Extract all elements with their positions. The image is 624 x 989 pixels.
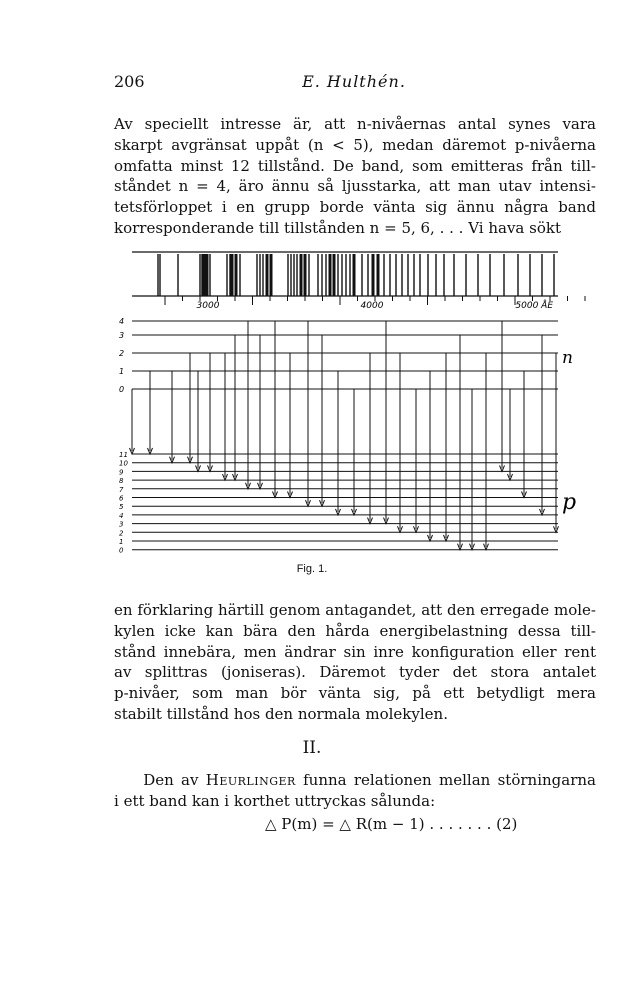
paragraph-line: korresponderande till tillstånden n = 5, 6, . . . Vi hava sökt [114,218,561,237]
p-level-label: 7 [119,485,124,494]
paragraph-line: skarpt avgränsat uppåt (n < 5), medan däremot p-nivåerna [114,135,596,154]
n-level-label: 4 [119,317,125,326]
paragraph-line: ståndet n = 4, äro ännu så ljusstarka, att man utav intensi- [114,177,596,196]
figure-caption: Fig. 1. [296,563,328,575]
author-name: Heurlinger [205,771,296,789]
paragraph-line: i ett band kan i korthet uttryckas sålunda: [114,791,436,810]
p-level-label: 2 [119,529,124,538]
p-series-label: p [562,490,577,515]
scale-label: 5000 ÅE [515,301,553,311]
p-level-label: 5 [119,503,124,512]
page-header [114,72,594,96]
p-level-label: 3 [119,520,124,529]
n-level-label: 2 [119,349,125,358]
paragraph-line: p-nivåer, som man bör vänta sig, på ett betydligt mera [114,684,596,703]
running-title: E. Hulthén. [302,72,406,91]
paragraph-1 [114,114,596,239]
page-number: 206 [114,72,145,91]
paragraph-line: omfatta minst 12 tillstånd. De band, som emitteras från till- [114,156,596,175]
scale-label: 4000 [360,301,384,311]
p-level-label: 4 [119,511,124,520]
p-level-label: 11 [119,451,128,459]
wavelength-scale [165,296,585,311]
paragraph-line: Den av Heurlinger funna relationen mellan störningarna [143,771,596,789]
n-level-label: 3 [119,331,125,340]
section-heading: II. [302,738,322,758]
paragraph-line: stabilt tillstånd hos den normala molekylen. [114,704,448,723]
paragraph-line: kylen icke kan bära den hårda energibelastning dessa till- [114,621,596,640]
paragraph-2 [114,600,596,725]
band-spectrum [132,252,558,296]
p-level-label: 9 [119,468,124,477]
p-level-label: 6 [119,494,124,503]
p-level-label: 10 [119,459,128,468]
scale-label: 3000 [196,301,220,311]
energy-level-figure [110,242,590,557]
paragraph-line: av splittras (joniseras). Däremot tyder det stora antalet [114,663,596,682]
paragraph-line: en förklaring härtill genom antagandet, att den erregade mole- [114,601,596,619]
p-level-label: 1 [119,538,124,546]
paragraph-3 [114,770,596,812]
paragraph-line: stånd innebära, men ändrar sin inre konfiguration eller rent [114,642,596,661]
paragraph-line: Av speciellt intresse är, att n-nivåernas antal synes vara [114,115,596,133]
n-series-label: n [562,348,573,368]
n-level-label: 0 [119,385,125,394]
p-level-label: 0 [119,546,124,555]
n-level-label: 1 [119,367,125,376]
p-level-label: 8 [119,477,124,486]
energy-levels [119,317,576,555]
equation-2: △ P(m) = △ R(m − 1) . . . . . . . (2) [265,815,518,833]
paragraph-line: tetsförloppet i en grupp borde vänta sig ännu några band [114,198,596,217]
